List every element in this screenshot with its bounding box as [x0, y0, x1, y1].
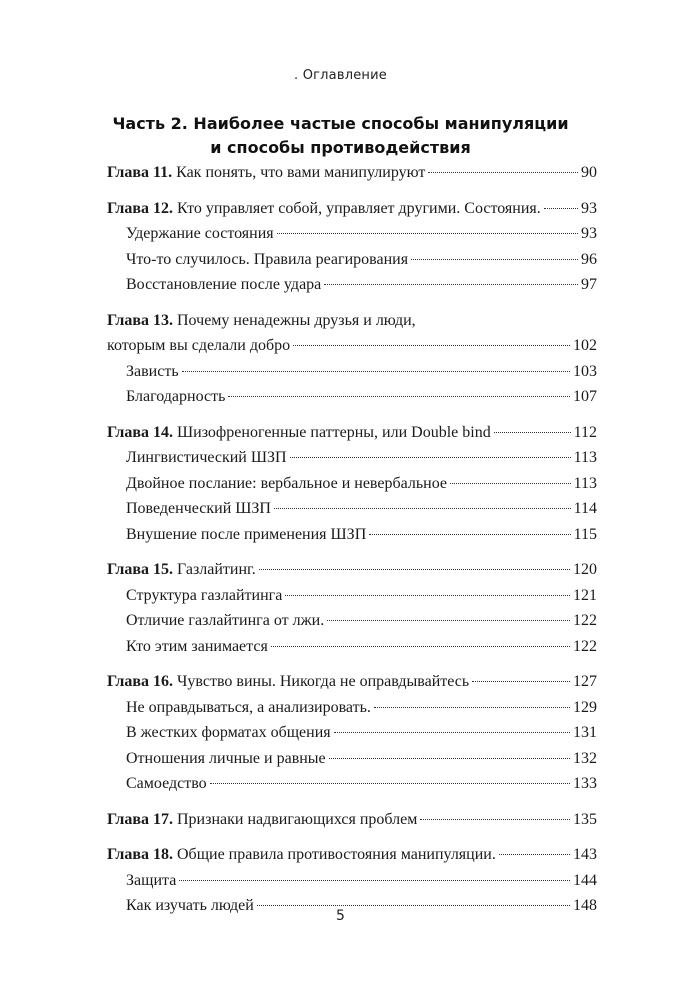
toc-chapter-row: [107, 160, 597, 186]
part-title-line-1: Часть 2. Наиболее частые способы манипуляции: [112, 114, 569, 133]
toc-chapter: [107, 196, 597, 298]
dot-leader: [259, 569, 570, 570]
toc-section-row: [107, 634, 597, 660]
chapter-title-text: Как понять, что вами манипулируют: [176, 164, 426, 181]
chapter-page-number: 135: [573, 810, 597, 828]
dot-leader: [472, 681, 570, 682]
page-number: 5: [336, 908, 345, 924]
section-title: Отношения личные и равные: [126, 749, 326, 767]
toc-section-row: [107, 868, 597, 894]
toc-section-row: [107, 746, 597, 772]
chapter-title: [107, 669, 469, 695]
toc-chapter-row: [107, 308, 597, 334]
dot-leader: [179, 880, 570, 881]
section-page-number: 122: [573, 612, 597, 629]
toc-section-row: [107, 384, 597, 410]
chapter-title: [107, 420, 491, 446]
section-title: Самоедство: [126, 775, 207, 792]
toc-section-row: [107, 359, 597, 385]
section-title: Поведенческий ШЗП: [126, 500, 271, 517]
chapter-title-text: Общие правила противостояния манипуляции.: [177, 846, 496, 863]
chapter-title-text: Почему ненадежны друзья и люди,: [177, 311, 416, 329]
chapter-prefix: Глава 16.: [107, 673, 173, 690]
section-title: Зависть: [126, 362, 179, 380]
chapter-title-text: Шизофреногенные паттерны, или Double bind: [177, 423, 491, 441]
chapter-prefix: Глава 17.: [107, 810, 173, 828]
chapter-title: [107, 160, 425, 186]
toc-chapter: [107, 557, 597, 659]
dot-leader: [411, 259, 578, 260]
dot-leader: [334, 732, 570, 733]
section-page-number: 132: [573, 749, 597, 767]
chapter-page-number: 93: [581, 199, 597, 217]
chapter-page-number: 90: [581, 164, 597, 181]
dot-leader: [374, 707, 570, 708]
section-page-number: 107: [573, 388, 597, 405]
chapter-title: [107, 807, 417, 833]
chapter-title: [107, 196, 541, 222]
chapter-prefix: Глава 11.: [107, 164, 173, 181]
toc-chapter-row: [107, 196, 597, 222]
chapter-page-number: 102: [573, 337, 597, 354]
chapter-title: [107, 557, 256, 583]
toc-chapter-row: [107, 807, 597, 833]
chapter-title-text: Кто управляет собой, управляет другими. Состояния.: [177, 199, 541, 217]
dot-leader: [544, 208, 578, 209]
section-title: Двойное послание: вербальное и невербальное: [126, 474, 447, 492]
dot-leader: [210, 783, 570, 784]
chapter-page-number: 143: [573, 846, 597, 863]
section-title: Восстановление после удара: [126, 276, 322, 293]
section-title: Защита: [126, 871, 177, 889]
chapter-page-number: 127: [573, 673, 597, 690]
chapter-page-number: 112: [573, 423, 597, 441]
section-page-number: 113: [573, 474, 597, 492]
dot-leader: [228, 396, 570, 397]
section-title: Структура газлайтинга: [126, 586, 283, 604]
section-title: Как изучать людей: [126, 897, 254, 914]
toc-section-row: [107, 522, 597, 548]
section-page-number: 97: [581, 276, 597, 293]
dot-leader: [285, 595, 570, 596]
dot-leader: [329, 758, 570, 759]
table-of-contents: [107, 160, 597, 919]
dot-leader: [499, 854, 570, 855]
dot-leader: [290, 457, 571, 458]
chapter-title-text: Газлайтинг.: [177, 561, 256, 578]
section-page-number: 121: [573, 586, 597, 604]
dot-leader: [450, 483, 571, 484]
section-page-number: 133: [573, 775, 597, 792]
dot-leader: [428, 172, 578, 173]
dot-leader: [271, 646, 570, 647]
chapter-page-number: 120: [573, 561, 597, 578]
toc-section-row: [107, 695, 597, 721]
chapter-title: [107, 308, 416, 334]
dot-leader: [327, 620, 570, 621]
section-title: Благодарность: [126, 388, 226, 405]
toc-chapter-row: [107, 420, 597, 446]
section-title: Внушение после применения ШЗП: [126, 525, 367, 543]
part-title: [0, 112, 681, 160]
toc-section-row: [107, 221, 597, 247]
section-title: В жестких форматах общения: [126, 724, 331, 741]
section-title: Лингвистический ШЗП: [126, 449, 287, 466]
toc-section-row: [107, 471, 597, 497]
toc-chapter-row-continued: [107, 333, 597, 359]
toc-section-row: [107, 608, 597, 634]
toc-chapter-row: [107, 669, 597, 695]
dot-leader: [494, 432, 571, 433]
section-page-number: 113: [573, 449, 597, 466]
toc-section-row: [107, 771, 597, 797]
toc-section-row: [107, 720, 597, 746]
section-title: Отличие газлайтинга от лжи.: [126, 612, 325, 629]
chapter-title: [107, 842, 496, 868]
dot-leader: [257, 905, 570, 906]
chapter-prefix: Глава 13.: [107, 311, 173, 329]
section-page-number: 144: [573, 871, 597, 889]
chapter-title-text: Чувство вины. Никогда не оправдывайтесь: [177, 673, 470, 690]
toc-chapter-row: [107, 842, 597, 868]
section-page-number: 114: [573, 500, 597, 517]
chapter-title-text: Признаки надвигающихся проблем: [177, 810, 418, 828]
toc-chapter: [107, 420, 597, 548]
toc-chapter: [107, 669, 597, 797]
chapter-prefix: Глава 14.: [107, 423, 173, 441]
section-title: Не оправдываться, а анализировать.: [126, 698, 371, 716]
dot-leader: [324, 284, 578, 285]
section-title: Что-то случилось. Правила реагирования: [126, 250, 409, 268]
chapter-prefix: Глава 18.: [107, 846, 173, 863]
dot-leader: [277, 233, 578, 234]
section-page-number: 103: [573, 362, 597, 380]
section-title: Кто этим занимается: [126, 637, 268, 655]
dot-leader: [369, 534, 570, 535]
section-page-number: 131: [573, 724, 597, 741]
dot-leader: [274, 508, 571, 509]
toc-chapter: [107, 308, 597, 410]
section-page-number: 96: [581, 250, 597, 268]
chapter-prefix: Глава 12.: [107, 199, 173, 217]
chapter-title-continued: которым вы сделали добро: [107, 337, 291, 354]
toc-section-row: [107, 583, 597, 609]
toc-section-row: [107, 445, 597, 471]
toc-section-row: [107, 496, 597, 522]
running-head: . Оглавление: [294, 68, 387, 83]
section-page-number: 93: [581, 225, 597, 242]
toc-chapter: [107, 160, 597, 186]
dot-leader: [182, 371, 570, 372]
toc-chapter: [107, 807, 597, 833]
section-page-number: 148: [573, 897, 597, 914]
toc-chapter-row: [107, 557, 597, 583]
section-page-number: 129: [573, 698, 597, 716]
part-title-line-2: и способы противодействия: [210, 138, 471, 157]
toc-section-row: [107, 247, 597, 273]
section-page-number: 122: [573, 637, 597, 655]
chapter-prefix: Глава 15.: [107, 561, 173, 578]
dot-leader: [420, 819, 570, 820]
section-title: Удержание состояния: [126, 225, 274, 242]
section-page-number: 115: [573, 525, 597, 543]
dot-leader: [293, 345, 570, 346]
toc-section-row: [107, 272, 597, 298]
